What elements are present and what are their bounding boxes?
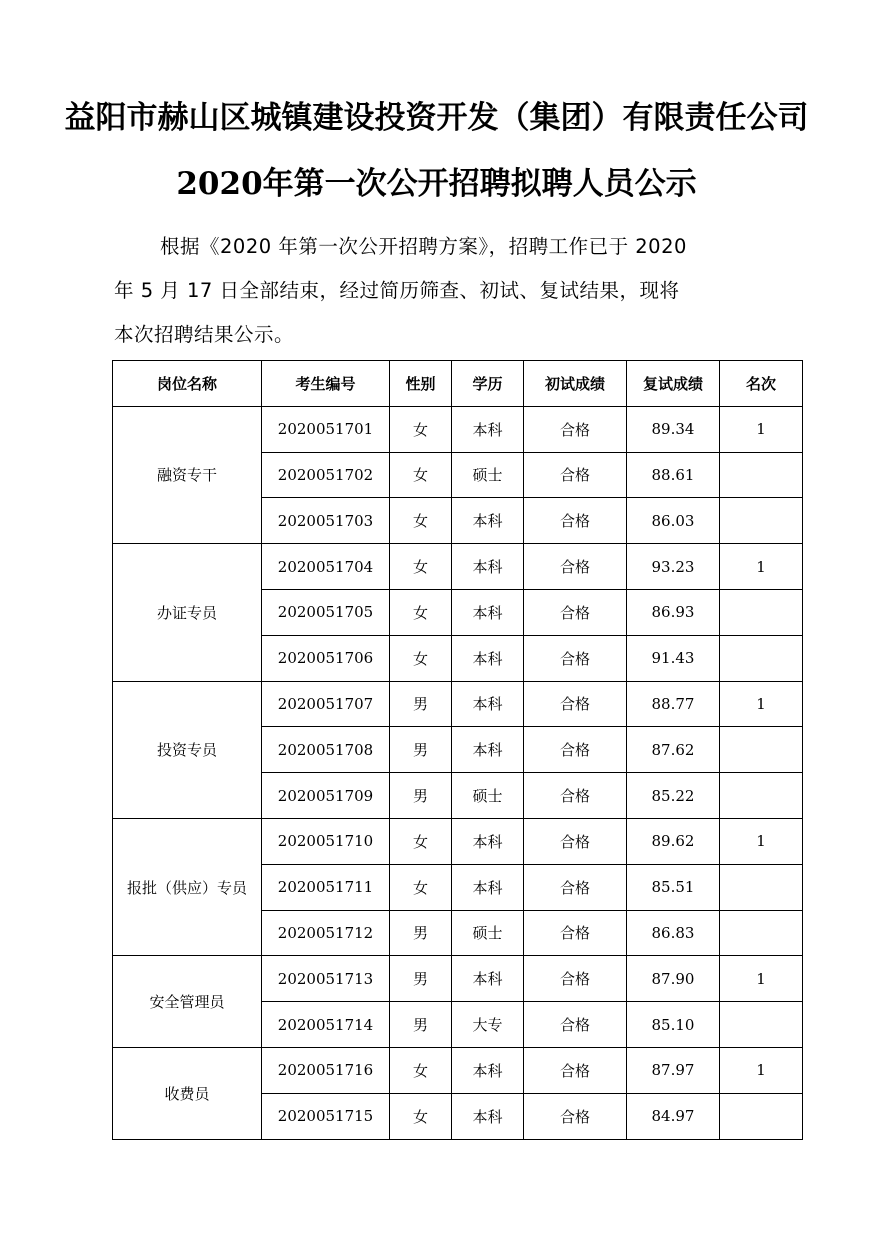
education-cell: 硕士 <box>452 773 524 819</box>
gender-cell: 女 <box>390 1093 452 1139</box>
final-score-cell: 85.10 <box>627 1002 720 1048</box>
initial-result-cell: 合格 <box>524 727 627 773</box>
position-name-cell: 投资专员 <box>113 681 262 818</box>
rank-cell: 1 <box>720 544 803 590</box>
header-candidate-id: 考生编号 <box>262 361 390 407</box>
candidate-id-cell: 2020051710 <box>262 818 390 864</box>
final-score-cell: 88.61 <box>627 452 720 498</box>
initial-result-cell: 合格 <box>524 956 627 1002</box>
gender-cell: 男 <box>390 727 452 773</box>
results-body <box>113 406 803 1139</box>
education-cell: 本科 <box>452 864 524 910</box>
table-row <box>113 406 803 452</box>
rank-cell <box>720 910 803 956</box>
final-score-cell: 84.97 <box>627 1093 720 1139</box>
education-cell: 本科 <box>452 544 524 590</box>
rank-cell <box>720 452 803 498</box>
education-cell: 本科 <box>452 635 524 681</box>
table-header-row <box>113 361 803 407</box>
rank-cell <box>720 498 803 544</box>
header-rank: 名次 <box>720 361 803 407</box>
gender-cell: 女 <box>390 635 452 681</box>
gender-cell: 男 <box>390 1002 452 1048</box>
final-score-cell: 89.62 <box>627 818 720 864</box>
candidate-id-cell: 2020051701 <box>262 406 390 452</box>
gender-cell: 男 <box>390 681 452 727</box>
education-cell: 本科 <box>452 681 524 727</box>
gender-cell: 女 <box>390 589 452 635</box>
initial-result-cell: 合格 <box>524 635 627 681</box>
header-final-score: 复试成绩 <box>627 361 720 407</box>
results-table <box>112 360 803 1140</box>
education-cell: 本科 <box>452 818 524 864</box>
table-row <box>113 544 803 590</box>
rank-cell <box>720 1002 803 1048</box>
position-name-cell: 报批（供应）专员 <box>113 818 262 955</box>
candidate-id-cell: 2020051707 <box>262 681 390 727</box>
initial-result-cell: 合格 <box>524 1047 627 1093</box>
table-row <box>113 681 803 727</box>
candidate-id-cell: 2020051715 <box>262 1093 390 1139</box>
initial-result-cell: 合格 <box>524 498 627 544</box>
initial-result-cell: 合格 <box>524 1093 627 1139</box>
final-score-cell: 91.43 <box>627 635 720 681</box>
education-cell: 本科 <box>452 498 524 544</box>
gender-cell: 男 <box>390 910 452 956</box>
education-cell: 本科 <box>452 589 524 635</box>
education-cell: 本科 <box>452 1093 524 1139</box>
education-cell: 大专 <box>452 1002 524 1048</box>
initial-result-cell: 合格 <box>524 589 627 635</box>
table-row <box>113 818 803 864</box>
candidate-id-cell: 2020051705 <box>262 589 390 635</box>
gender-cell: 女 <box>390 452 452 498</box>
initial-result-cell: 合格 <box>524 681 627 727</box>
initial-result-cell: 合格 <box>524 1002 627 1048</box>
final-score-cell: 86.03 <box>627 498 720 544</box>
rank-cell <box>720 773 803 819</box>
header-education: 学历 <box>452 361 524 407</box>
candidate-id-cell: 2020051704 <box>262 544 390 590</box>
rank-cell: 1 <box>720 681 803 727</box>
gender-cell: 女 <box>390 864 452 910</box>
paragraph-line-1: 根据《2020 年第一次公开招聘方案》，招聘工作已于 2020 <box>160 235 687 258</box>
gender-cell: 男 <box>390 956 452 1002</box>
initial-result-cell: 合格 <box>524 773 627 819</box>
final-score-cell: 87.62 <box>627 727 720 773</box>
final-score-cell: 85.22 <box>627 773 720 819</box>
education-cell: 本科 <box>452 956 524 1002</box>
rank-cell <box>720 589 803 635</box>
final-score-cell: 89.34 <box>627 406 720 452</box>
initial-result-cell: 合格 <box>524 452 627 498</box>
candidate-id-cell: 2020051716 <box>262 1047 390 1093</box>
rank-cell <box>720 635 803 681</box>
position-name-cell: 收费员 <box>113 1047 262 1139</box>
candidate-id-cell: 2020051711 <box>262 864 390 910</box>
document-subtitle: 2020年第一次公开招聘拟聘人员公示 <box>176 166 697 202</box>
rank-cell: 1 <box>720 406 803 452</box>
education-cell: 本科 <box>452 406 524 452</box>
final-score-cell: 86.93 <box>627 589 720 635</box>
final-score-cell: 86.83 <box>627 910 720 956</box>
education-cell: 本科 <box>452 727 524 773</box>
paragraph-line-3: 本次招聘结果公示。 <box>114 323 295 346</box>
candidate-id-cell: 2020051706 <box>262 635 390 681</box>
final-score-cell: 85.51 <box>627 864 720 910</box>
final-score-cell: 87.90 <box>627 956 720 1002</box>
initial-result-cell: 合格 <box>524 910 627 956</box>
rank-cell <box>720 864 803 910</box>
document-title: 益阳市赫山区城镇建设投资开发（集团）有限责任公司 <box>64 100 809 136</box>
candidate-id-cell: 2020051703 <box>262 498 390 544</box>
table-row <box>113 1047 803 1093</box>
final-score-cell: 87.97 <box>627 1047 720 1093</box>
candidate-id-cell: 2020051702 <box>262 452 390 498</box>
gender-cell: 女 <box>390 1047 452 1093</box>
initial-result-cell: 合格 <box>524 544 627 590</box>
position-name-cell: 办证专员 <box>113 544 262 681</box>
initial-result-cell: 合格 <box>524 406 627 452</box>
gender-cell: 女 <box>390 406 452 452</box>
final-score-cell: 93.23 <box>627 544 720 590</box>
rank-cell: 1 <box>720 1047 803 1093</box>
candidate-id-cell: 2020051714 <box>262 1002 390 1048</box>
paragraph-line-2: 年 5 月 17 日全部结束，经过简历筛查、初试、复试结果，现将 <box>114 279 680 302</box>
candidate-id-cell: 2020051713 <box>262 956 390 1002</box>
initial-result-cell: 合格 <box>524 818 627 864</box>
rank-cell: 1 <box>720 818 803 864</box>
gender-cell: 男 <box>390 773 452 819</box>
table-row <box>113 956 803 1002</box>
education-cell: 硕士 <box>452 452 524 498</box>
candidate-id-cell: 2020051708 <box>262 727 390 773</box>
rank-cell <box>720 1093 803 1139</box>
education-cell: 本科 <box>452 1047 524 1093</box>
header-position: 岗位名称 <box>113 361 262 407</box>
position-name-cell: 安全管理员 <box>113 956 262 1048</box>
header-initial-result: 初试成绩 <box>524 361 627 407</box>
initial-result-cell: 合格 <box>524 864 627 910</box>
education-cell: 硕士 <box>452 910 524 956</box>
gender-cell: 女 <box>390 818 452 864</box>
position-name-cell: 融资专干 <box>113 406 262 543</box>
gender-cell: 女 <box>390 544 452 590</box>
header-gender: 性别 <box>390 361 452 407</box>
rank-cell: 1 <box>720 956 803 1002</box>
candidate-id-cell: 2020051712 <box>262 910 390 956</box>
rank-cell <box>720 727 803 773</box>
final-score-cell: 88.77 <box>627 681 720 727</box>
gender-cell: 女 <box>390 498 452 544</box>
candidate-id-cell: 2020051709 <box>262 773 390 819</box>
